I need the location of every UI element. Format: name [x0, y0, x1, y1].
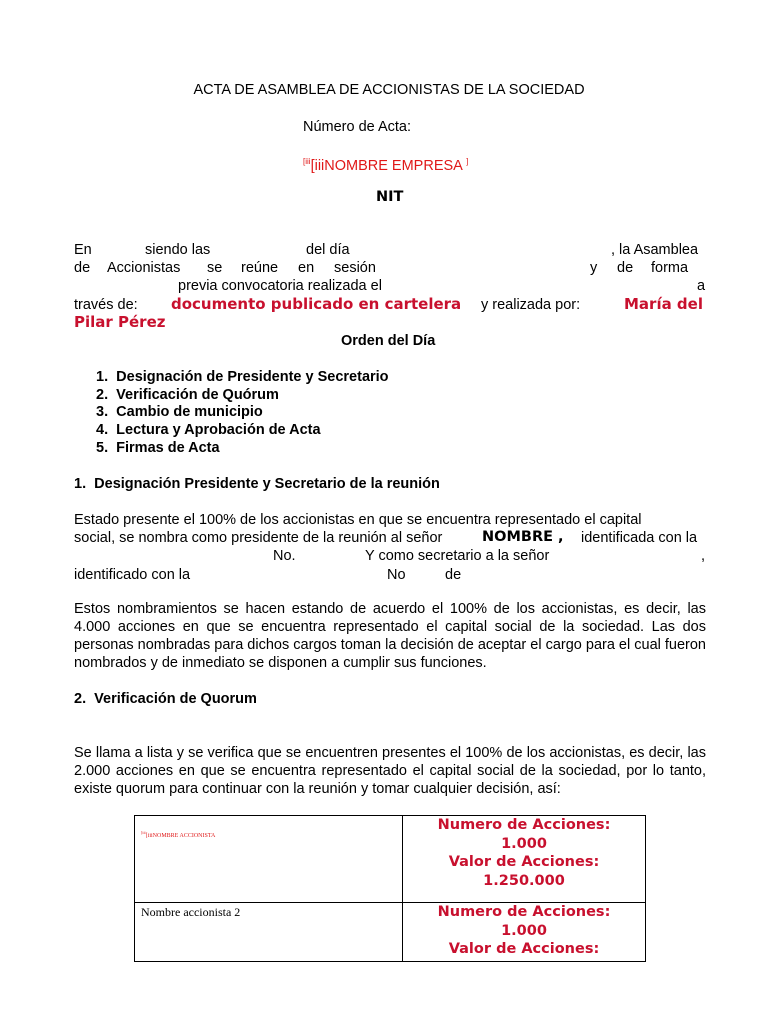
intro-previa: previa convocatoria realizada el — [178, 278, 382, 294]
intro-a: a — [697, 278, 706, 294]
intro-pilar: Pilar Pérez — [74, 313, 166, 331]
section1-line2b: identificada con la — [581, 530, 698, 546]
intro-asamblea: , la Asamblea — [611, 242, 699, 258]
section1-heading: 1. Designación Presidente y Secretario de la reunión — [74, 476, 440, 492]
intro-forma: forma — [651, 260, 689, 276]
company-name: $^{[iii}$[iiiNOMBRE EMPRESA ] — [303, 157, 469, 174]
intro-accionistas: Accionistas — [107, 260, 181, 276]
intro-en2: en — [298, 260, 315, 276]
intro-y: y — [590, 260, 598, 276]
section1-no: No. — [273, 548, 296, 564]
intro-siendo: siendo las — [145, 242, 211, 258]
table-row — [135, 816, 646, 903]
intro-maria: María del — [624, 295, 703, 313]
shares-value-label: Valor de Acciones: — [448, 941, 600, 957]
shares-value-label: Valor de Acciones: — [448, 854, 600, 870]
table-cell-values — [403, 903, 646, 962]
intro-reune: reúne — [241, 260, 279, 276]
table-cell-name: Nombre accionista 2 — [135, 903, 403, 962]
document-title: ACTA DE ASAMBLEA DE ACCIONISTAS DE LA SOCIEDAD — [193, 82, 585, 98]
section1-paragraph2: Estos nombramientos se hacen estando de acuerdo el 100% de los accionistas, es decir, las 4.000 acciones en que se encuentra representado el capital social de la sociedad. Las dos personas nombradas para dichos cargos toman la decisión de aceptar el cargo para el cual fueron nombrados y de inmediato se disponen a cumplir sus funciones. — [74, 601, 706, 671]
intro-sesion: sesión — [334, 260, 376, 276]
list-item: 2. Verificación de Quórum — [96, 387, 279, 403]
intro-de: de — [74, 260, 91, 276]
intro-en: En — [74, 242, 92, 258]
list-item: 3. Cambio de municipio — [96, 404, 263, 420]
section2-heading: 2. Verificación de Quorum — [74, 691, 257, 707]
intro-realizada: y realizada por: — [481, 297, 581, 313]
table-cell-values — [403, 816, 646, 903]
list-item: 4. Lectura y Aprobación de Acta — [96, 422, 321, 438]
intro-de2: de — [617, 260, 634, 276]
list-item: 5. Firmas de Acta — [96, 440, 220, 456]
intro-traves: través de: — [74, 297, 138, 313]
shares-number-label: Numero de Acciones: — [437, 904, 611, 920]
intro-documento: documento publicado en cartelera — [171, 295, 462, 313]
intro-se: se — [207, 260, 223, 276]
section1-de: de — [445, 567, 462, 583]
act-number-label: Número de Acta: — [303, 119, 411, 135]
nit-label: NIT — [376, 189, 404, 205]
section1-no2: No — [387, 567, 406, 583]
section1-ycomo: Y como secretario a la señor — [365, 548, 550, 564]
section1-comma: , — [701, 548, 706, 564]
section1-identificado: identificado con la — [74, 567, 191, 583]
list-item: 1. Designación de Presidente y Secretario — [96, 369, 389, 385]
shares-number-value: 1.000 — [501, 922, 547, 939]
intro-del-dia: del día — [306, 242, 350, 258]
shares-number-value: 1.000 — [501, 835, 547, 852]
section1-line1: Estado presente el 100% de los accionistas en que se encuentra representado el capital — [74, 512, 642, 528]
shares-value-value: 1.250.000 — [483, 872, 565, 889]
table-cell-name: $^{[iii}$[iiiNOMBRE ACCIONISTA — [135, 816, 403, 903]
shareholders-table — [134, 815, 646, 962]
section2-paragraph1: Se llama a lista y se verifica que se encuentren presentes el 100% de los accionistas, es decir, las 2.000 acciones en que se encuentra representado el capital social de la sociedad, por lo tanto, existe quorum para continuar con la reunión y tomar cualquier decisión, así: — [74, 745, 706, 797]
nombre-placeholder: NOMBRE , — [482, 529, 564, 545]
table-row — [135, 903, 646, 962]
agenda-title: Orden del Día — [341, 333, 436, 349]
shares-number-label: Numero de Acciones: — [437, 817, 611, 833]
section1-line2a: social, se nombra como presidente de la reunión al señor — [74, 530, 443, 546]
